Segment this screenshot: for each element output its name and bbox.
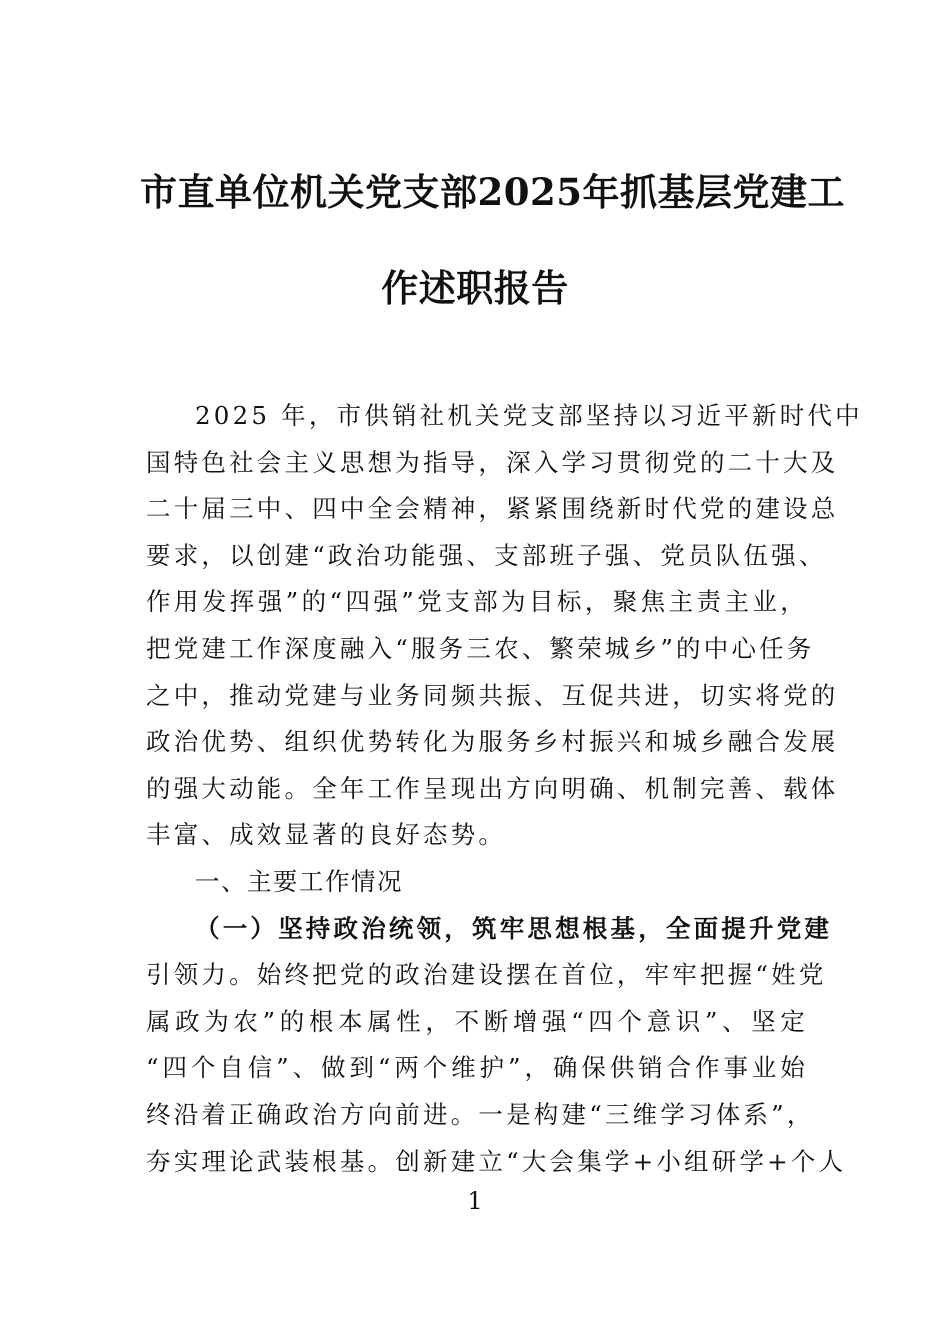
- intro-paragraph-line: 要求，以创建“政治功能强、支部班子强、党员队伍强、: [146, 540, 827, 570]
- subsection-paragraph-line: 夯实理论武装根基。创新建立“大会集学+小组研学+个人: [146, 1146, 847, 1176]
- document-body: [146, 393, 863, 1185]
- intro-paragraph-line: 2025 年，市供销社机关党支部坚持以习近平新时代中: [195, 401, 863, 430]
- intro-paragraph-line: 之中，推动党建与业务同频共振、互促共进，切实将党的: [146, 680, 839, 710]
- subsection-paragraph-line: 属政为农”的根本属性，不断增强“四个意识”、坚定: [146, 1006, 808, 1036]
- document-title-line-2: 作述职报告: [381, 266, 569, 310]
- subsection-paragraph-line: “四个自信”、做到“两个维护”，确保供销合作事业始: [146, 1053, 808, 1083]
- intro-paragraph-line: 把党建工作深度融入“服务三农、繁荣城乡”的中心任务: [146, 633, 815, 663]
- intro-paragraph-line: 政治优势、组织优势转化为服务乡村振兴和城乡融合发展: [146, 727, 839, 757]
- subsection-paragraph-line: 终沿着正确政治方向前进。一是构建“三维学习体系”，: [146, 1099, 815, 1129]
- section-heading: 一、主要工作情况: [195, 866, 403, 896]
- subsection-paragraph-line: 引领力。始终把党的政治建设摆在首位，牢牢把握“姓党: [146, 960, 827, 990]
- subsection-heading: （一）坚持政治统领，筑牢思想根基，全面提升党建: [195, 913, 833, 943]
- intro-paragraph-line: 丰富、成效显著的良好态势。: [146, 820, 507, 850]
- document-title-line-1: 市直单位机关党支部2025年抓基层党建工: [140, 170, 845, 214]
- intro-paragraph-line: 作用发挥强”的“四强”党支部为目标，聚焦主责主业，: [146, 587, 808, 617]
- intro-paragraph-line: 的强大动能。全年工作呈现出方向明确、机制完善、载体: [146, 773, 839, 803]
- intro-paragraph-line: 二十届三中、四中全会精神，紧紧围绕新时代党的建设总: [146, 494, 839, 524]
- page-number: 1: [467, 1187, 483, 1215]
- intro-paragraph-line: 国特色社会主义思想为指导，深入学习贯彻党的二十大及: [146, 447, 839, 477]
